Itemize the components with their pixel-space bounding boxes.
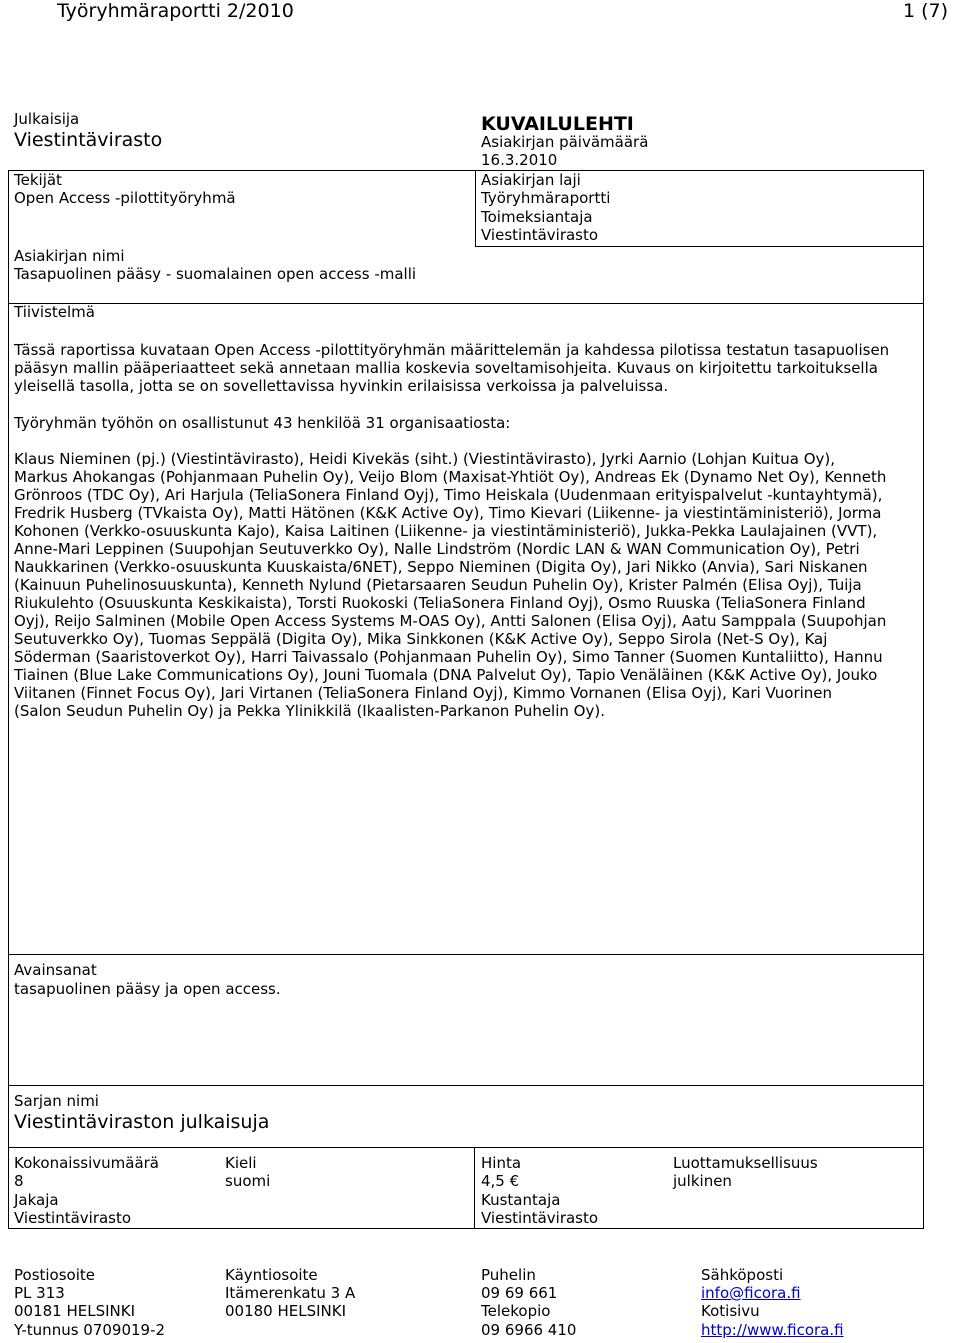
keywords-box: [8, 954, 924, 1086]
business-id: Y-tunnus 0709019-2: [14, 1321, 166, 1339]
summary-label: Tiivistelmä: [14, 303, 95, 321]
publisher2-value: Viestintävirasto: [481, 1209, 599, 1227]
series-label: Sarjan nimi: [14, 1092, 99, 1110]
participants-line: Markus Ahokangas (Pohjanmaan Puhelin Oy), Veijo Blom (Maxisat-Yhtiöt Oy), Andreas Ek (Dynamo Net Oy), Kenneth: [14, 468, 887, 486]
phone-label: Puhelin: [481, 1266, 536, 1284]
page-number: 1 (7): [902, 0, 948, 22]
phone-value: 09 69 661: [481, 1284, 558, 1302]
doc-date-value: 16.3.2010: [481, 151, 558, 169]
participants-line: Riukulehto (Osuuskunta Keskikaista), Torsti Ruokoski (TeliaSonera Finland Oyj), Osmo Ruuska (TeliaSonera Finland: [14, 594, 866, 612]
email-label: Sähköposti: [701, 1266, 784, 1284]
summary-paragraph: [14, 341, 919, 395]
web-label: Kotisivu: [701, 1302, 760, 1320]
distributor-value: Viestintävirasto: [14, 1209, 132, 1227]
doc-type-value: Työryhmäraportti: [481, 189, 611, 207]
postal-label: Postiosoite: [14, 1266, 95, 1284]
visit-line: 00180 HELSINKI: [225, 1302, 347, 1320]
publisher2-label: Kustantaja: [481, 1191, 561, 1209]
publisher-name: Viestintävirasto: [14, 129, 163, 151]
postal-line: 00181 HELSINKI: [14, 1302, 136, 1320]
participants-line: Tiainen (Blue Lake Communications Oy), Jouni Tuomala (DNA Palvelut Oy), Tapio Venäläinen (K&K Active Oy), Jouko: [14, 666, 878, 684]
commissioner-label: Toimeksiantaja: [481, 208, 593, 226]
participants-line: Naukkarinen (Verkko-osuuskunta Kuuskaista/6NET), Seppo Nieminen (Digita Oy), Jari Nikko (Anvia), Sari Niskanen: [14, 558, 868, 576]
summary-line: pääsyn mallin pääperiaatteet sekä annetaan mallia koskevia soveltamisohjeita. Kuvaus on kirjoitettu tarkoituksella: [14, 359, 878, 377]
fax-value: 09 6966 410: [481, 1321, 577, 1339]
keywords-label: Avainsanat: [14, 961, 97, 979]
series-value: Viestintäviraston julkaisuja: [14, 1111, 270, 1133]
postal-line: PL 313: [14, 1284, 65, 1302]
doc-type-label: Asiakirjan laji: [481, 171, 581, 189]
pages-value: 8: [14, 1172, 24, 1190]
doc-date-label: Asiakirjan päivämäärä: [481, 133, 649, 151]
doc-name-label: Asiakirjan nimi: [14, 247, 125, 265]
visit-label: Käyntiosoite: [225, 1266, 318, 1284]
publisher-label: Julkaisija: [14, 110, 80, 128]
participants-intro: Työryhmän työhön on osallistunut 43 henkilöä 31 organisaatiosta:: [14, 414, 511, 432]
language-value: suomi: [225, 1172, 271, 1190]
participants-line: Grönroos (TDC Oy), Ari Harjula (TeliaSonera Finland Oyj), Timo Heiskala (Uudenmaan erityispalvelut -kuntayhtymä),: [14, 486, 883, 504]
participants-list: [14, 450, 919, 720]
authors-value: Open Access -pilottityöryhmä: [14, 189, 236, 207]
website-link[interactable]: http://www.ficora.fi: [701, 1321, 844, 1339]
summary-line: Tässä raportissa kuvataan Open Access -pilottityöryhmän määrittelemän ja kahdessa pilotissa testatun tasapuolisen: [14, 341, 890, 359]
participants-line: Seutuverkko Oy), Tuomas Seppälä (Digita Oy), Mika Sinkkonen (K&K Active Oy), Seppo Sirola (Net-S Oy), Kaj: [14, 630, 828, 648]
pages-label: Kokonaissivumäärä: [14, 1154, 159, 1172]
distributor-label: Jakaja: [14, 1191, 59, 1209]
participants-line: (Salon Seudun Puhelin Oy) ja Pekka Ylinikkilä (Ikaalisten-Parkanon Puhelin Oy).: [14, 702, 605, 720]
email-link[interactable]: info@ficora.fi: [701, 1284, 801, 1302]
confidentiality-value: julkinen: [673, 1172, 732, 1190]
participants-line: Fredrik Husberg (TVkaista Oy), Matti Hätönen (K&K Active Oy), Timo Kievari (Liikenne- ja viestintäministeriö), Jorma: [14, 504, 882, 522]
keywords-value: tasapuolinen pääsy ja open access.: [14, 980, 281, 998]
fax-label: Telekopio: [481, 1302, 551, 1320]
report-header-title: Työryhmäraportti 2/2010: [57, 0, 294, 22]
commissioner-value: Viestintävirasto: [481, 226, 599, 244]
participants-line: Oyj), Reijo Salminen (Mobile Open Access Systems M-OAS Oy), Antti Salonen (Elisa Oyj), Aatu Samppala (Suupohjan: [14, 612, 887, 630]
participants-line: (Kainuun Puhelinosuuskunta), Kenneth Nylund (Pietarsaaren Seudun Puhelin Oy), Krister Palmén (Elisa Oyj), Tuija: [14, 576, 862, 594]
confidentiality-label: Luottamuksellisuus: [673, 1154, 818, 1172]
summary-line: yleisellä tasolla, jotta se on sovellettavissa hyvinkin erilaisissa verkoissa ja palveluissa.: [14, 377, 669, 395]
participants-line: Klaus Nieminen (pj.) (Viestintävirasto), Heidi Kivekäs (siht.) (Viestintävirasto), Jyrki Aarnio (Lohjan Kuitua Oy),: [14, 450, 835, 468]
description-title: KUVAILULEHTI: [481, 113, 634, 135]
participants-line: Anne-Mari Leppinen (Suupohjan Seutuverkko Oy), Nalle Lindström (Nordic LAN & WAN Communication Oy), Petri: [14, 540, 860, 558]
authors-label: Tekijät: [14, 171, 62, 189]
participants-line: Kohonen (Verkko-osuuskunta Kajo), Kaisa Laitinen (Liikenne- ja viestintäministeriö), Jukka-Pekka Laulajainen (VVT),: [14, 522, 878, 540]
participants-line: Söderman (Saaristoverkot Oy), Harri Taivassalo (Pohjanmaan Puhelin Oy), Simo Tanner (Suomen Kuntaliitto), Hannu: [14, 648, 883, 666]
price-value: 4,5 €: [481, 1172, 520, 1190]
language-label: Kieli: [225, 1154, 257, 1172]
visit-line: Itämerenkatu 3 A: [225, 1284, 356, 1302]
price-label: Hinta: [481, 1154, 522, 1172]
meta-divider: [474, 1147, 475, 1229]
doc-name-value: Tasapuolinen pääsy - suomalainen open access -malli: [14, 265, 417, 283]
participants-line: Viitanen (Finnet Focus Oy), Jari Virtanen (TeliaSonera Finland Oyj), Kimmo Vornanen (Elisa Oyj), Kari Vuorinen: [14, 684, 833, 702]
